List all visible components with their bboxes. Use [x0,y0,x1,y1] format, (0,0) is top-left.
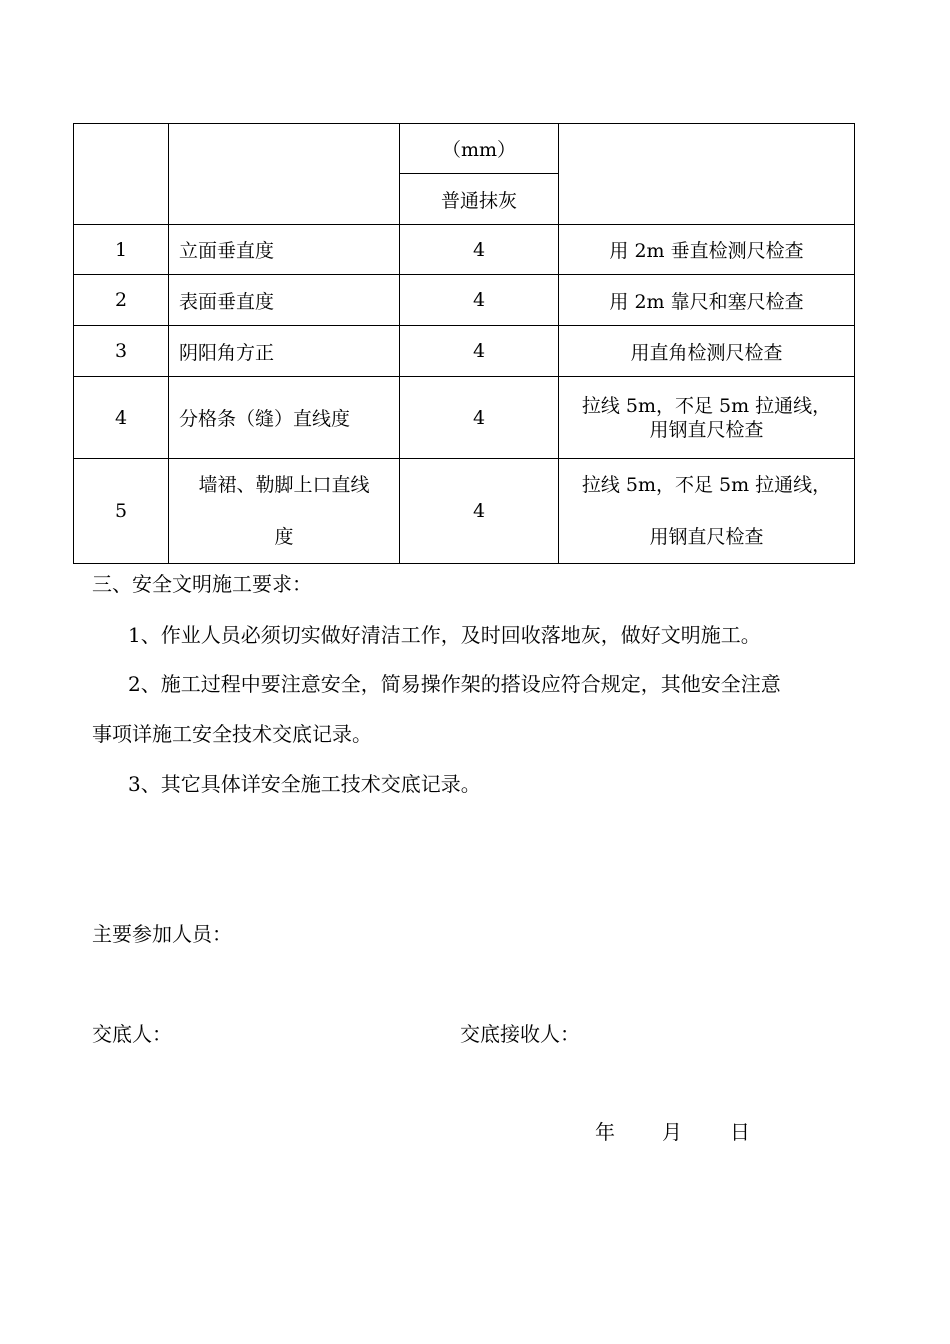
header-cell-empty-no [74,124,169,225]
paragraph-2-line-2: 事项详施工安全技术交底记录。 [92,722,372,746]
paragraph-1: 1、作业人员必须切实做好清洁工作，及时回收落地灰，做好文明施工。 [128,623,761,647]
receiver-label: 交底接收人： [460,1022,580,1046]
table-row [74,377,855,459]
row-method-line: 用钢直尺检查 [649,418,764,441]
participants-label: 主要参加人员： [92,922,232,946]
table-header-row [74,124,855,174]
date-month: 月 [662,1120,682,1144]
header-sub: 普通抹灰 [400,174,559,225]
row-no: 4 [74,377,169,459]
table-row [74,225,855,275]
date-day: 日 [730,1120,750,1144]
row-no: 3 [74,326,169,377]
spec-table [73,123,855,564]
row-value: 4 [400,377,559,459]
row-value: 4 [400,275,559,326]
row-no: 1 [74,225,169,275]
row-method-line: 拉线 5m，不足 5m 拉通线， [581,474,832,496]
row-method-line: 拉线 5m，不足 5m 拉通线， [581,394,832,417]
row-item-line: 墙裙、勒脚上口直线 [198,474,370,496]
row-item: 立面垂直度 [169,225,400,275]
row-value: 4 [400,225,559,275]
row-method-line: 用钢直尺检查 [649,526,764,548]
header-cell-empty-item [169,124,400,225]
table-row [74,326,855,377]
discloser-label: 交底人： [92,1022,172,1046]
section-title: 三、安全文明施工要求： [92,572,312,596]
header-cell-empty-method [559,124,855,225]
row-method [559,377,855,459]
header-unit: （mm） [400,124,559,174]
table-row [74,459,855,564]
row-item-line: 度 [274,526,294,548]
row-method: 用直角检测尺检查 [559,326,855,377]
row-method: 用 2m 靠尺和塞尺检查 [559,275,855,326]
date-year: 年 [595,1120,615,1144]
row-value: 4 [400,326,559,377]
row-item [169,459,400,564]
paragraph-2-line-1: 2、施工过程中要注意安全，简易操作架的搭设应符合规定，其他安全注意 [128,672,781,696]
row-no: 2 [74,275,169,326]
table-row [74,275,855,326]
row-item: 表面垂直度 [169,275,400,326]
row-method: 用 2m 垂直检测尺检查 [559,225,855,275]
row-method [559,459,855,564]
row-item: 分格条（缝）直线度 [169,377,400,459]
row-no: 5 [74,459,169,564]
paragraph-3: 3、其它具体详安全施工技术交底记录。 [128,772,481,796]
row-value: 4 [400,459,559,564]
row-item: 阴阳角方正 [169,326,400,377]
